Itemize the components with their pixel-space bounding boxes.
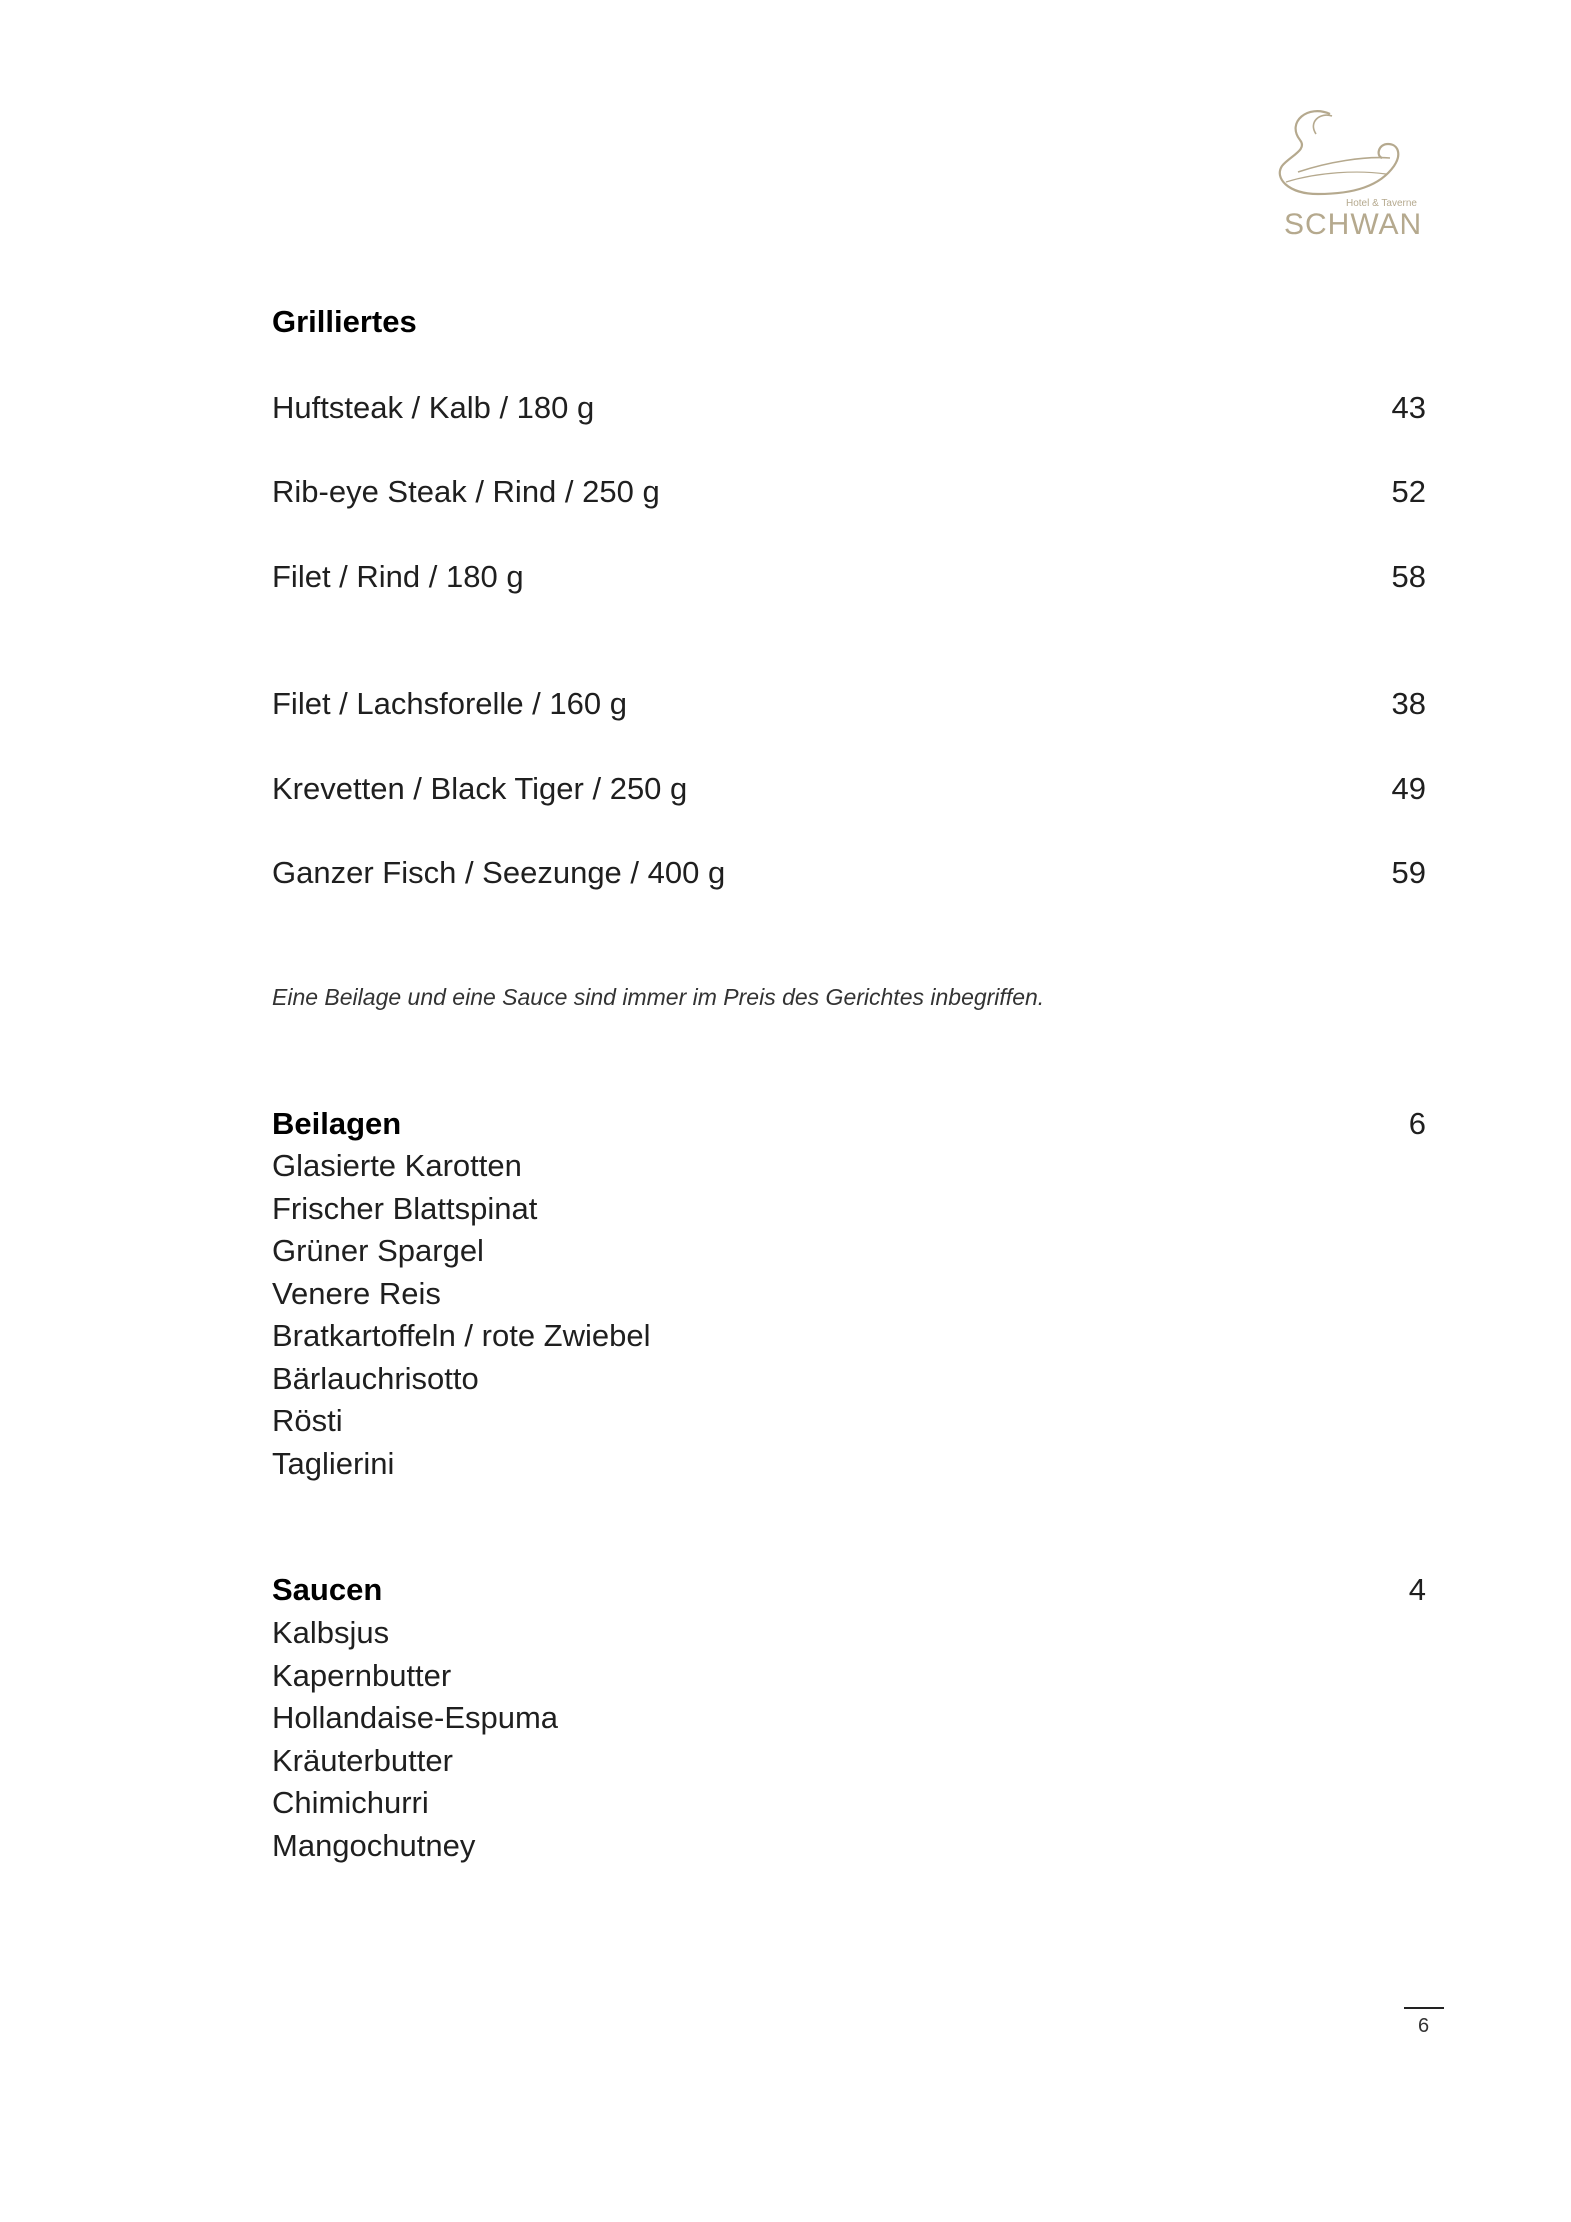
section-header-saucen (272, 1570, 1426, 1610)
saucen-list (272, 1612, 558, 1867)
menu-item (272, 557, 1426, 597)
menu-item-name: Filet / Rind / 180 g (272, 559, 524, 594)
list-item: Chimichurri (272, 1785, 429, 1820)
list-item: Glasierte Karotten (272, 1148, 522, 1183)
section-header-beilagen (272, 1104, 1426, 1144)
section-heading-grilliertes: Grilliertes (272, 304, 417, 339)
menu-item-price: 43 (1391, 390, 1426, 425)
hotel-logo (1268, 102, 1423, 250)
menu-item (272, 769, 1426, 809)
menu-item-name: Filet / Lachsforelle / 160 g (272, 686, 627, 721)
list-item: Venere Reis (272, 1275, 441, 1311)
menu-item (272, 388, 1426, 428)
logo-subtitle: Hotel & Taverne (1346, 198, 1417, 209)
list-item: Bärlauchrisotto (272, 1360, 479, 1396)
menu-note: Eine Beilage und eine Sauce sind immer im Preis des Gerichtes inbegriffen. (272, 984, 1045, 1010)
menu-item-name: Krevetten / Black Tiger / 250 g (272, 771, 688, 806)
section-heading-saucen: Saucen (272, 1572, 383, 1607)
list-item: Grüner Spargel (272, 1233, 484, 1268)
list-item: Bratkartoffeln / rote Zwiebel (272, 1318, 651, 1353)
list-item: Rösti (272, 1403, 343, 1438)
section-price: 6 (1408, 1106, 1426, 1141)
section-price: 4 (1408, 1572, 1426, 1607)
menu-item-name: Rib-eye Steak / Rind / 250 g (272, 474, 660, 509)
list-item: Frischer Blattspinat (272, 1190, 538, 1226)
list-item: Taglierini (272, 1445, 395, 1481)
section-heading-beilagen: Beilagen (272, 1106, 402, 1141)
menu-item (272, 684, 1426, 724)
menu-item-price: 52 (1391, 474, 1426, 509)
list-item: Hollandaise-Espuma (272, 1700, 559, 1735)
logo-name: SCHWAN (1284, 208, 1423, 241)
menu-item (272, 853, 1426, 893)
menu-item-price: 59 (1391, 855, 1426, 890)
menu-item (272, 472, 1426, 512)
swan-icon (1268, 102, 1416, 202)
menu-item-price: 58 (1391, 559, 1426, 594)
menu-item-price: 38 (1391, 686, 1426, 721)
list-item: Kapernbutter (272, 1657, 452, 1693)
menu-item-name: Ganzer Fisch / Seezunge / 400 g (272, 855, 726, 890)
list-item: Kalbsjus (272, 1615, 390, 1650)
footer-rule (1404, 2007, 1444, 2009)
page-number: 6 (1418, 2015, 1430, 2037)
menu-item-name: Huftsteak / Kalb / 180 g (272, 390, 595, 425)
list-item: Mangochutney (272, 1827, 476, 1863)
list-item: Kräuterbutter (272, 1742, 453, 1778)
menu-item-price: 49 (1391, 771, 1426, 806)
beilagen-list (272, 1145, 651, 1485)
